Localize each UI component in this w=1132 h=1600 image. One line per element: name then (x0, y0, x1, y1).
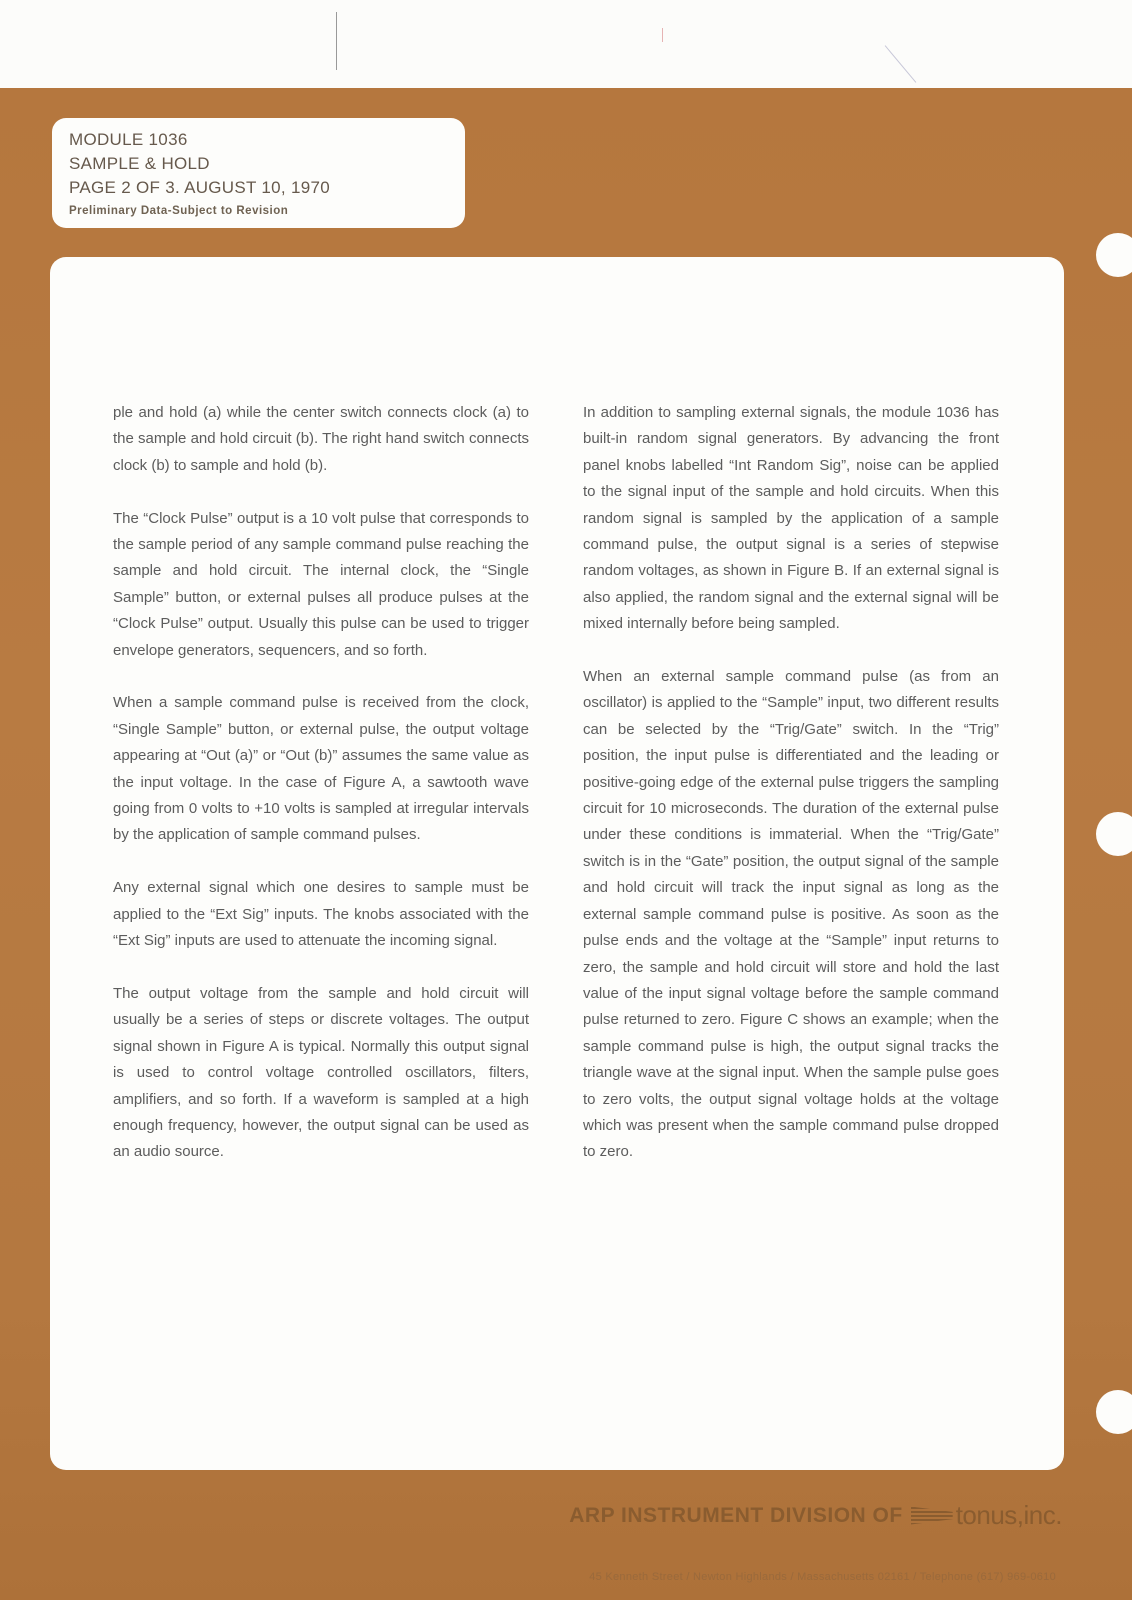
paragraph: ple and hold (a) while the center switch connects clock (a) to the sample and hold circuit (b). The right hand switch connects clock (b) to sample and hold (b). (113, 404, 529, 474)
paragraph: The “Clock Pulse” output is a 10 volt pulse that corresponds to the sample period of any sample command pulse reaching the sample and hold circuit. The internal clock, the “Single Sample” button, or external pulses all produce pulses at the “Clock Pulse” output. Usually this pulse can be used to trigger envelope generators, sequencers, and so forth. (113, 509, 529, 659)
page-info: PAGE 2 OF 3. AUGUST 10, 1970 (69, 178, 331, 197)
revision-note: Preliminary Data-Subject to Revision (69, 205, 289, 217)
binder-hole-icon (1096, 233, 1132, 277)
paragraph: Any external signal which one desires to sample must be applied to the “Ext Sig” inputs. The knobs associated with the “Ext Sig” inputs are used to attenuate the incoming signal. (113, 879, 529, 950)
paragraph: The output voltage from the sample and hold circuit will usually be a series of steps or discrete voltages. The output signal shown in Figure A is typical. Normally this output signal is used to control voltage controlled oscillators, filters, amplifiers, and so forth. If a waveform is sampled at a high enough frequency, however, the output signal can be used as an audio source. (113, 984, 529, 1161)
paragraph: In addition to sampling external signals, the module 1036 has built-in random signal generators. By advancing the front panel knobs labelled “Int Random Sig”, noise can be applied to the signal input of the sample and hold circuits. When this random signal is sampled by the application of a sample command pulse, the output signal is a series of stepwise random voltages, as shown in Figure B. If an external signal is also applied, the random signal and the external signal will be mixed internally before being sampled. (583, 404, 999, 633)
binder-hole-icon (1096, 1390, 1132, 1434)
paragraph: When a sample command pulse is received from the clock, “Single Sample” button, or external pulse, the output voltage appearing at “Out (a)” or “Out (b)” assumes the same value as the input voltage. In the case of Figure A, a sawtooth wave going from 0 volts to +10 volts is sampled at irregular intervals by the application of sample command pulses. (113, 694, 529, 844)
company-address: 45 Kenneth Street / Newton Highlands / Massachusetts 02161 / Telephone (617) 969-0610 (589, 1571, 1056, 1583)
tonus-logo (911, 1500, 1062, 1531)
binder-hole-icon (1096, 812, 1132, 856)
top-margin (0, 0, 1132, 88)
scan-mark (336, 12, 337, 70)
module-title: SAMPLE & HOLD (69, 154, 210, 173)
scan-mark (885, 45, 917, 82)
right-column (583, 400, 999, 1192)
logo-lines-icon (911, 1507, 953, 1525)
company-division: ARP INSTRUMENT DIVISION OF (569, 1503, 903, 1527)
module-number: MODULE 1036 (69, 130, 188, 149)
scan-mark (662, 28, 663, 42)
logo-text: tonus,inc. (955, 1500, 1062, 1530)
left-column (113, 400, 529, 1192)
content-card (50, 257, 1064, 1470)
paragraph: When an external sample command pulse (as from an oscillator) is applied to the “Sample” input, two different results can be selected by the “Trig/Gate” switch. In the “Trig” position, the input pulse is differentiated and the leading or positive-going edge of the external pulse triggers the sampling circuit for 10 microseconds. The duration of the external pulse under these conditions is immaterial. When the “Trig/Gate” switch is in the “Gate” position, the output signal of the sample and hold circuit will track the input signal as long as the external sample command pulse is positive. As soon as the pulse ends and the voltage at the “Sample” input returns to zero, the sample and hold circuit will store and hold the last value of the input signal voltage before the sample command pulse returned to zero. Figure C shows an example; when the sample command pulse is high, the output signal tracks the triangle wave at the signal input. When the sample pulse goes to zero volts, the output signal voltage holds at the voltage which was present when the sample command pulse dropped to zero. (583, 668, 999, 1161)
header-card (52, 118, 465, 228)
company-name (569, 1500, 1062, 1531)
